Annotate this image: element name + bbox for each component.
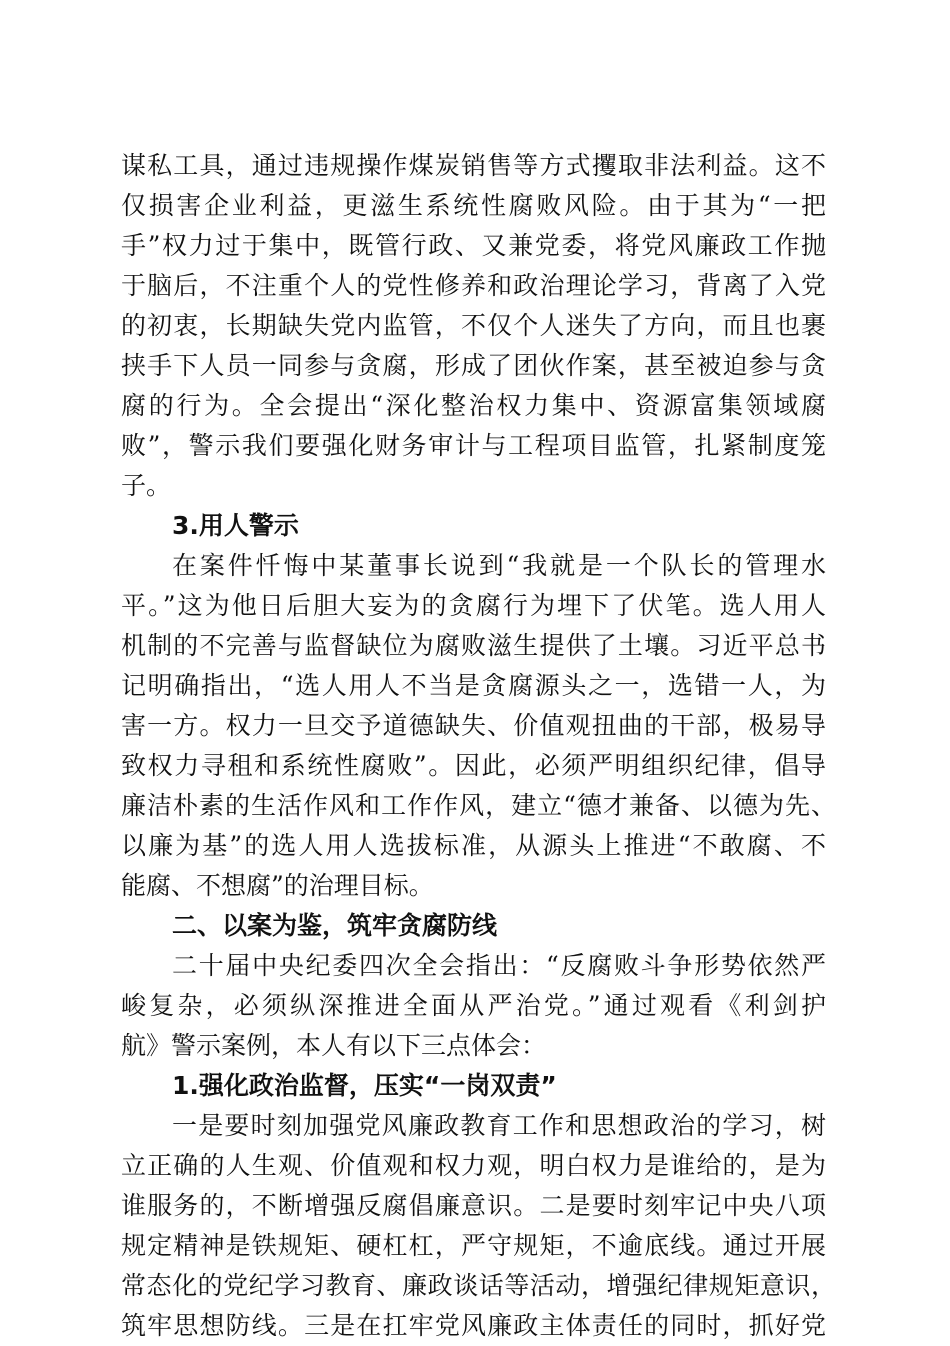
paragraph-2-line-8: 以廉为基”的选人用人选拔标准，从源头上推进“不敢腐、不 <box>121 831 826 860</box>
section-2-heading: 二、以案为鉴，筑牢贪腐防线 <box>172 911 498 940</box>
paragraph-2-line-4: 记明确指出，“选人用人不当是贪腐源头之一，选错一人，为 <box>121 671 826 700</box>
paragraph-1-line-8: 败”，警示我们要强化财务审计与工程项目监管，扎紧制度笼 <box>121 431 826 460</box>
section-heading-3: 3.用人警示 <box>172 511 299 540</box>
paragraph-1-line-2: 仅损害企业利益，更滋生系统性腐败风险。由于其为“一把 <box>121 191 826 220</box>
paragraph-2-line-5: 害一方。权力一旦交予道德缺失、价值观扭曲的干部，极易导 <box>121 711 826 740</box>
paragraph-3-line-1: 二十届中央纪委四次全会指出：“反腐败斗争形势依然严 <box>172 951 826 980</box>
paragraph-1-line-1: 谋私工具，通过违规操作煤炭销售等方式攫取非法利益。这不 <box>121 151 826 180</box>
paragraph-1-line-5: 的初衷，长期缺失党内监管，不仅个人迷失了方向，而且也裹 <box>121 311 826 340</box>
paragraph-1-line-3: 手”权力过于集中，既管行政、又兼党委，将党风廉政工作抛 <box>121 231 826 260</box>
paragraph-3-line-3: 航》警示案例，本人有以下三点体会： <box>121 1031 547 1060</box>
paragraph-4-line-2: 立正确的人生观、价值观和权力观，明白权力是谁给的，是为 <box>121 1151 826 1180</box>
paragraph-4-line-5: 常态化的党纪学习教育、廉政谈话等活动，增强纪律规矩意识， <box>121 1271 836 1300</box>
paragraph-2-line-3: 机制的不完善与监督缺位为腐败滋生提供了土壤。习近平总书 <box>121 631 826 660</box>
paragraph-4-line-1: 一是要时刻加强党风廉政教育工作和思想政治的学习，树 <box>172 1111 826 1140</box>
paragraph-2-line-6: 致权力寻租和系统性腐败”。因此，必须严明组织纪律，倡导 <box>121 751 826 780</box>
paragraph-2-line-7: 廉洁朴素的生活作风和工作作风，建立“德才兼备、以德为先、 <box>121 791 836 820</box>
paragraph-2-line-1: 在案件忏悔中某董事长说到“我就是一个队长的管理水 <box>172 551 826 580</box>
paragraph-1-line-9: 子。 <box>121 471 172 500</box>
paragraph-2-line-9: 能腐、不想腐”的治理目标。 <box>121 871 434 900</box>
paragraph-1-line-4: 于脑后，不注重个人的党性修养和政治理论学习，背离了入党 <box>121 271 826 300</box>
paragraph-4-line-3: 谁服务的，不断增强反腐倡廉意识。二是要时刻牢记中央八项 <box>121 1191 826 1220</box>
paragraph-2-line-2: 平。”这为他日后胆大妄为的贪腐行为埋下了伏笔。选人用人 <box>121 591 826 620</box>
paragraph-4-line-6: 筑牢思想防线。三是在扛牢党风廉政主体责任的同时，抓好党 <box>121 1311 826 1340</box>
paragraph-1-line-6: 挟手下人员一同参与贪腐，形成了团伙作案，甚至被迫参与贪 <box>121 351 826 380</box>
paragraph-3-line-2: 峻复杂，必须纵深推进全面从严治党。”通过观看《利剑护 <box>121 991 826 1020</box>
paragraph-4-line-4: 规定精神是铁规矩、硬杠杠，严守规矩，不逾底线。通过开展 <box>121 1231 826 1260</box>
paragraph-1-line-7: 腐的行为。全会提出“深化整治权力集中、资源富集领域腐 <box>121 391 826 420</box>
subheading-1: 1.强化政治监督，压实“一岗双责” <box>172 1071 557 1100</box>
